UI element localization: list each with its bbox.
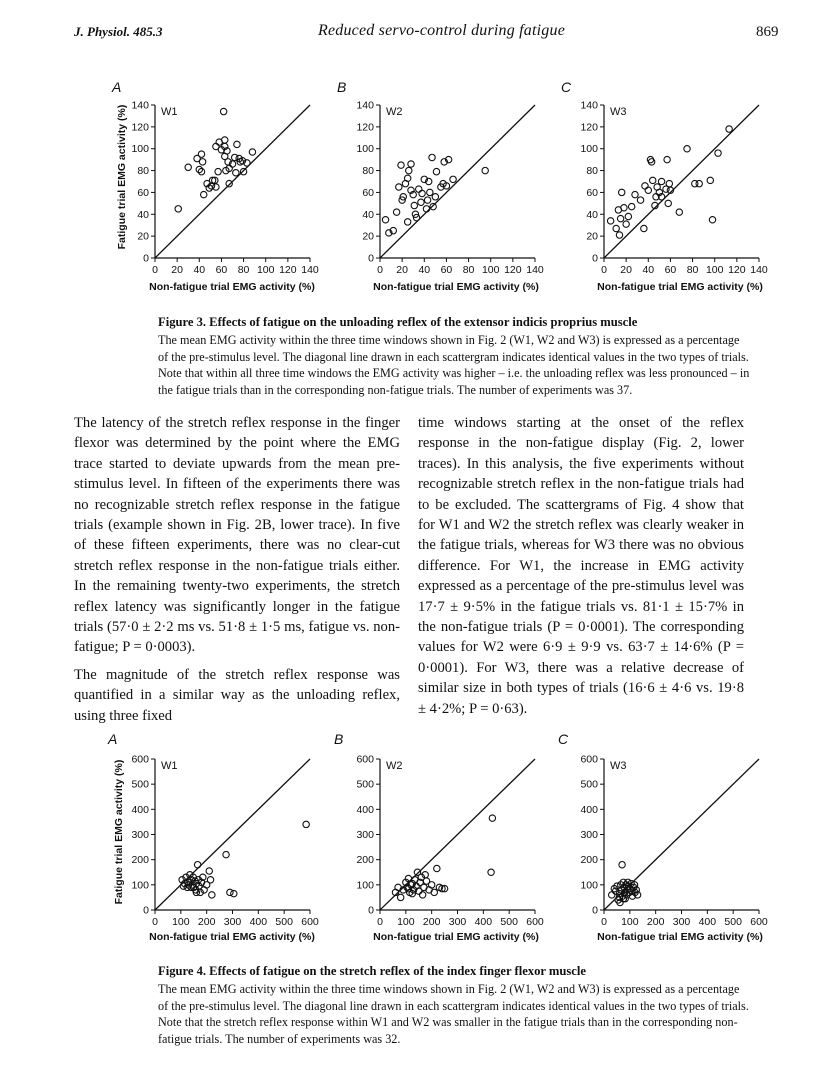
y-tick-label: 500	[131, 778, 149, 791]
data-point	[628, 203, 634, 209]
data-point	[404, 175, 410, 181]
x-tick-label: 120	[279, 264, 297, 276]
y-tick-label: 0	[368, 252, 374, 265]
data-point	[222, 137, 228, 143]
data-point	[430, 203, 436, 209]
data-point	[616, 232, 622, 238]
y-tick-label: 0	[368, 904, 374, 917]
figure-4-caption-body: The mean EMG activity within the three time windows shown in Fig. 2 (W1, W2 and W3) is expressed as a percentage of the pre-stimulus level. The diagonal line drawn in each scattergram indicates identical values in the two types of trials. Note that the stretch reflex response within W1 and W2 was smaller in the fatigue trials than in the corresponding non-fatigue trials. The number of experiments was 32.	[158, 981, 749, 1047]
y-tick-label: 200	[356, 854, 374, 867]
y-tick-label: 600	[131, 753, 149, 766]
data-point	[623, 221, 629, 227]
x-tick-label: 100	[481, 264, 500, 276]
page-number: 869	[756, 24, 779, 40]
data-point	[641, 225, 647, 231]
data-point	[613, 225, 619, 231]
data-point	[220, 108, 226, 114]
data-point	[433, 168, 439, 174]
y-tick-label: 40	[137, 208, 149, 221]
data-point	[418, 199, 424, 205]
data-point	[621, 205, 627, 211]
x-tick-label: 500	[500, 916, 518, 928]
data-point	[607, 218, 613, 224]
x-tick-label: 80	[237, 264, 250, 276]
data-point	[207, 877, 213, 883]
x-tick-label: 140	[526, 264, 544, 276]
identity-line	[155, 759, 310, 910]
data-point	[684, 146, 690, 152]
y-tick-label: 100	[356, 879, 374, 892]
data-point	[194, 862, 200, 868]
scatter-panel-3	[107, 731, 319, 928]
data-point	[625, 213, 631, 219]
data-point	[696, 180, 702, 186]
data-point	[666, 180, 672, 186]
y-tick-label: 0	[143, 904, 149, 917]
body-paragraph: The magnitude of the stretch reflex response was quantified in a similar way as the unloading reflex, using three fixed	[74, 666, 400, 724]
data-point	[227, 889, 233, 895]
y-tick-label: 200	[131, 854, 149, 867]
y-tick-label: 500	[356, 778, 374, 791]
panel-letter: A	[112, 79, 122, 95]
scatter-panel-5	[558, 731, 768, 928]
x-tick-label: 40	[642, 264, 655, 276]
y-tick-label: 20	[586, 230, 598, 243]
x-tick-label: 100	[172, 916, 190, 928]
x-tick-label: 120	[728, 264, 746, 276]
figure-4-caption-title: Figure 4. Effects of fatigue on the stretch reflex of the index finger flexor muscle	[158, 964, 586, 978]
x-tick-label: 100	[256, 264, 275, 276]
y-tick-label: 300	[356, 829, 374, 841]
data-point	[429, 154, 435, 160]
y-tick-label: 300	[580, 829, 598, 841]
data-point	[398, 162, 404, 168]
x-tick-label: 600	[301, 916, 319, 928]
scatter-panel-2	[561, 79, 768, 276]
y-tick-label: 140	[131, 99, 149, 112]
x-tick-label: 400	[474, 916, 493, 928]
y-tick-label: 400	[580, 803, 598, 816]
y-tick-label: 0	[143, 252, 149, 265]
y-tick-label: 60	[362, 186, 374, 199]
y-tick-label: 140	[580, 99, 598, 112]
data-point	[416, 186, 422, 192]
y-tick-label: 80	[137, 165, 149, 178]
data-point	[411, 202, 417, 208]
data-point	[185, 164, 191, 170]
data-point	[676, 209, 682, 215]
data-point	[213, 184, 219, 190]
x-tick-label: 600	[526, 916, 544, 928]
data-point	[198, 151, 204, 157]
data-point	[231, 890, 237, 896]
x-tick-label: 140	[301, 264, 319, 276]
y-tick-label: 600	[356, 753, 374, 766]
x-tick-label: 0	[152, 916, 158, 928]
window-label: W3	[610, 106, 627, 118]
x-tick-label: 120	[504, 264, 522, 276]
data-point	[424, 197, 430, 203]
data-point	[215, 168, 221, 174]
x-tick-label: 0	[601, 264, 607, 276]
y-tick-label: 40	[362, 208, 374, 221]
y-tick-label: 80	[362, 165, 374, 178]
fig3-xlabel-c: Non-fatigue trial EMG activity (%)	[597, 281, 763, 293]
data-point	[489, 815, 495, 821]
x-tick-label: 140	[750, 264, 768, 276]
data-point	[619, 862, 625, 868]
figure-4-caption	[158, 963, 750, 1048]
data-point	[427, 189, 433, 195]
scatter-panel-0	[111, 79, 319, 276]
figure-3-caption	[158, 314, 750, 399]
data-point	[715, 150, 721, 156]
scatter-panel-1	[337, 79, 544, 276]
x-tick-label: 80	[462, 264, 475, 276]
scatter-panel-4	[334, 731, 544, 928]
x-tick-label: 600	[750, 916, 768, 928]
y-tick-label: 60	[137, 186, 149, 199]
data-point	[428, 882, 434, 888]
y-tick-label: 60	[586, 186, 598, 199]
x-tick-label: 60	[215, 264, 228, 276]
x-tick-label: 0	[601, 916, 607, 928]
y-tick-label: 100	[356, 143, 374, 156]
data-point	[397, 894, 403, 900]
data-point	[226, 180, 232, 186]
y-tick-label: 120	[580, 121, 598, 134]
y-tick-label: 400	[356, 803, 374, 816]
x-tick-label: 200	[646, 916, 665, 928]
x-tick-label: 100	[621, 916, 639, 928]
data-point	[648, 159, 654, 165]
y-tick-label: 100	[580, 143, 598, 156]
panel-letter: A	[108, 731, 118, 747]
window-label: W1	[161, 760, 178, 772]
fig3-xlabel-b: Non-fatigue trial EMG activity (%)	[373, 281, 539, 293]
data-point	[632, 191, 638, 197]
x-tick-label: 500	[275, 916, 293, 928]
window-label: W1	[161, 106, 178, 118]
x-tick-label: 300	[448, 916, 467, 928]
x-tick-label: 300	[672, 916, 691, 928]
data-point	[707, 177, 713, 183]
x-tick-label: 100	[397, 916, 415, 928]
data-point	[450, 176, 456, 182]
data-point	[223, 851, 229, 857]
window-label: W2	[386, 106, 403, 118]
panel-letter: B	[334, 731, 344, 747]
x-tick-label: 40	[193, 264, 206, 276]
fig4-ylabel: Fatigue trial EMG activity (%)	[113, 759, 125, 905]
y-tick-label: 100	[131, 879, 149, 892]
data-point	[408, 161, 414, 167]
data-point	[206, 868, 212, 874]
y-tick-label: 100	[131, 143, 149, 156]
y-tick-label: 0	[592, 904, 598, 917]
fig3-xlabel-a: Non-fatigue trial EMG activity (%)	[149, 281, 315, 293]
data-point	[199, 159, 205, 165]
y-tick-label: 0	[592, 252, 598, 265]
body-paragraph: time windows starting at the onset of the reflex response in the non-fatigue display (Fig. 2, lower traces). In this analysis, the five experiments without recognizable stretch reflex in the non-fatigue trials had to be excluded. The scattergrams of Fig. 4 show that for W1 and W2 the stretch reflex was clearly weaker in the fatigue trials, whereas for W3 there was no obvious difference. For W1, the increase in EMG activity expressed as a percentage of the pre-stimulus level was 17·7 ± 9·5% in the fatigue trials vs. 81·1 ± 15·7% in the non-fatigue trials (P = 0·0001). The corresponding values for W2 were 6·9 ± 9·9 vs. 63·7 ± 14·6% (P = 0·0001). For W3, there was a relative decrease of similar size in both types of trials (16·6 ± 4·6 vs. 19·8 ± 4·2%; P = 0·63).	[418, 415, 744, 717]
data-point	[419, 190, 425, 196]
data-point	[664, 156, 670, 162]
data-point	[240, 168, 246, 174]
x-tick-label: 0	[377, 916, 383, 928]
window-label: W2	[386, 760, 403, 772]
data-point	[406, 167, 412, 173]
x-tick-label: 500	[724, 916, 742, 928]
journal-volume: 485.3	[133, 24, 163, 39]
y-tick-label: 140	[356, 99, 374, 112]
x-tick-label: 100	[705, 264, 724, 276]
y-tick-label: 20	[362, 230, 374, 243]
figure-3-plots	[111, 79, 768, 276]
fig4-xlabel-b: Non-fatigue trial EMG activity (%)	[373, 931, 539, 943]
fig4-xlabel-a: Non-fatigue trial EMG activity (%)	[149, 931, 315, 943]
figure-3-caption-body: The mean EMG activity within the three time windows shown in Fig. 2 (W1, W2 and W3) is expressed as a percentage of the pre-stimulus level. The diagonal line drawn in each scattergram indicates identical values in the two types of trials. Note that within all three time windows the EMG activity was higher – i.e. the unloading reflex was less pronounced – in the fatigue trials than in the corresponding non-fatigue trials. The number of experiments was 37.	[158, 332, 750, 398]
data-point	[432, 194, 438, 200]
y-tick-label: 80	[586, 165, 598, 178]
x-tick-label: 80	[686, 264, 699, 276]
data-point	[650, 177, 656, 183]
x-tick-label: 200	[197, 916, 216, 928]
panel-letter: B	[337, 79, 347, 95]
y-tick-label: 400	[131, 803, 149, 816]
x-tick-label: 300	[223, 916, 242, 928]
y-tick-label: 20	[137, 230, 149, 243]
fig4-xlabel-c: Non-fatigue trial EMG activity (%)	[597, 931, 763, 943]
y-tick-label: 100	[580, 879, 598, 892]
figure-3-caption-title: Figure 3. Effects of fatigue on the unloading reflex of the extensor indicis proprius muscle	[158, 315, 638, 329]
data-point	[645, 187, 651, 193]
data-point	[201, 191, 207, 197]
data-point	[434, 865, 440, 871]
data-point	[665, 200, 671, 206]
y-tick-label: 40	[586, 208, 598, 221]
data-point	[431, 889, 437, 895]
data-point	[617, 215, 623, 221]
y-tick-label: 500	[580, 778, 598, 791]
data-point	[488, 869, 494, 875]
data-point	[303, 821, 309, 827]
fig3-ylabel: Fatigue trial EMG activity (%)	[116, 104, 128, 250]
data-point	[642, 183, 648, 189]
y-tick-label: 120	[356, 121, 374, 134]
data-point	[234, 141, 240, 147]
y-tick-label: 600	[580, 753, 598, 766]
data-point	[393, 209, 399, 215]
data-point	[396, 184, 402, 190]
journal-name: J. Physiol.	[74, 24, 130, 39]
data-point	[232, 154, 238, 160]
data-point	[233, 170, 239, 176]
data-point	[249, 149, 255, 155]
x-tick-label: 40	[418, 264, 431, 276]
data-point	[637, 197, 643, 203]
x-tick-label: 0	[377, 264, 383, 276]
x-tick-label: 400	[249, 916, 268, 928]
identity-line	[380, 759, 535, 910]
data-point	[423, 206, 429, 212]
data-point	[619, 189, 625, 195]
data-point	[404, 219, 410, 225]
body-left-column	[74, 413, 400, 733]
y-tick-label: 200	[580, 854, 598, 867]
x-tick-label: 0	[152, 264, 158, 276]
data-point	[175, 206, 181, 212]
x-tick-label: 20	[620, 264, 632, 276]
x-tick-label: 20	[171, 264, 183, 276]
data-point	[482, 167, 488, 173]
x-tick-label: 60	[440, 264, 453, 276]
data-point	[609, 892, 615, 898]
running-title: Reduced servo-control during fatigue	[318, 22, 565, 39]
body-paragraph: The latency of the stretch reflex response in the finger flexor was determined by the point where the EMG trace started to deviate upwards from the mean pre-stimulus level. In fifteen of the experiments there was no recognizable stretch reflex response in the fatigue trials (example shown in Fig. 2B, lower trace). In five of these fifteen experiments, there was no clear-cut stretch reflex response in the non-fatigue trials either. In the remaining twenty-two experiments, the stretch reflex latency was significantly longer in the fatigue trials (57·0 ± 2·2 ms vs. 51·8 ± 1·5 ms, fatigue vs. non-fatigue; P = 0·0003).	[74, 415, 400, 656]
y-tick-label: 300	[131, 829, 149, 841]
identity-line	[155, 105, 310, 258]
y-tick-label: 120	[131, 121, 149, 134]
figure-4-plots	[107, 731, 768, 928]
x-tick-label: 400	[698, 916, 717, 928]
data-point	[658, 178, 664, 184]
x-tick-label: 20	[396, 264, 408, 276]
panel-letter: C	[561, 79, 572, 95]
window-label: W3	[610, 760, 627, 772]
body-right-column	[418, 413, 744, 726]
data-point	[709, 217, 715, 223]
data-point	[726, 126, 732, 132]
data-point	[419, 892, 425, 898]
data-point	[382, 217, 388, 223]
x-tick-label: 200	[422, 916, 441, 928]
data-point	[209, 892, 215, 898]
x-tick-label: 60	[664, 264, 677, 276]
panel-letter: C	[558, 731, 569, 747]
identity-line	[604, 105, 759, 258]
